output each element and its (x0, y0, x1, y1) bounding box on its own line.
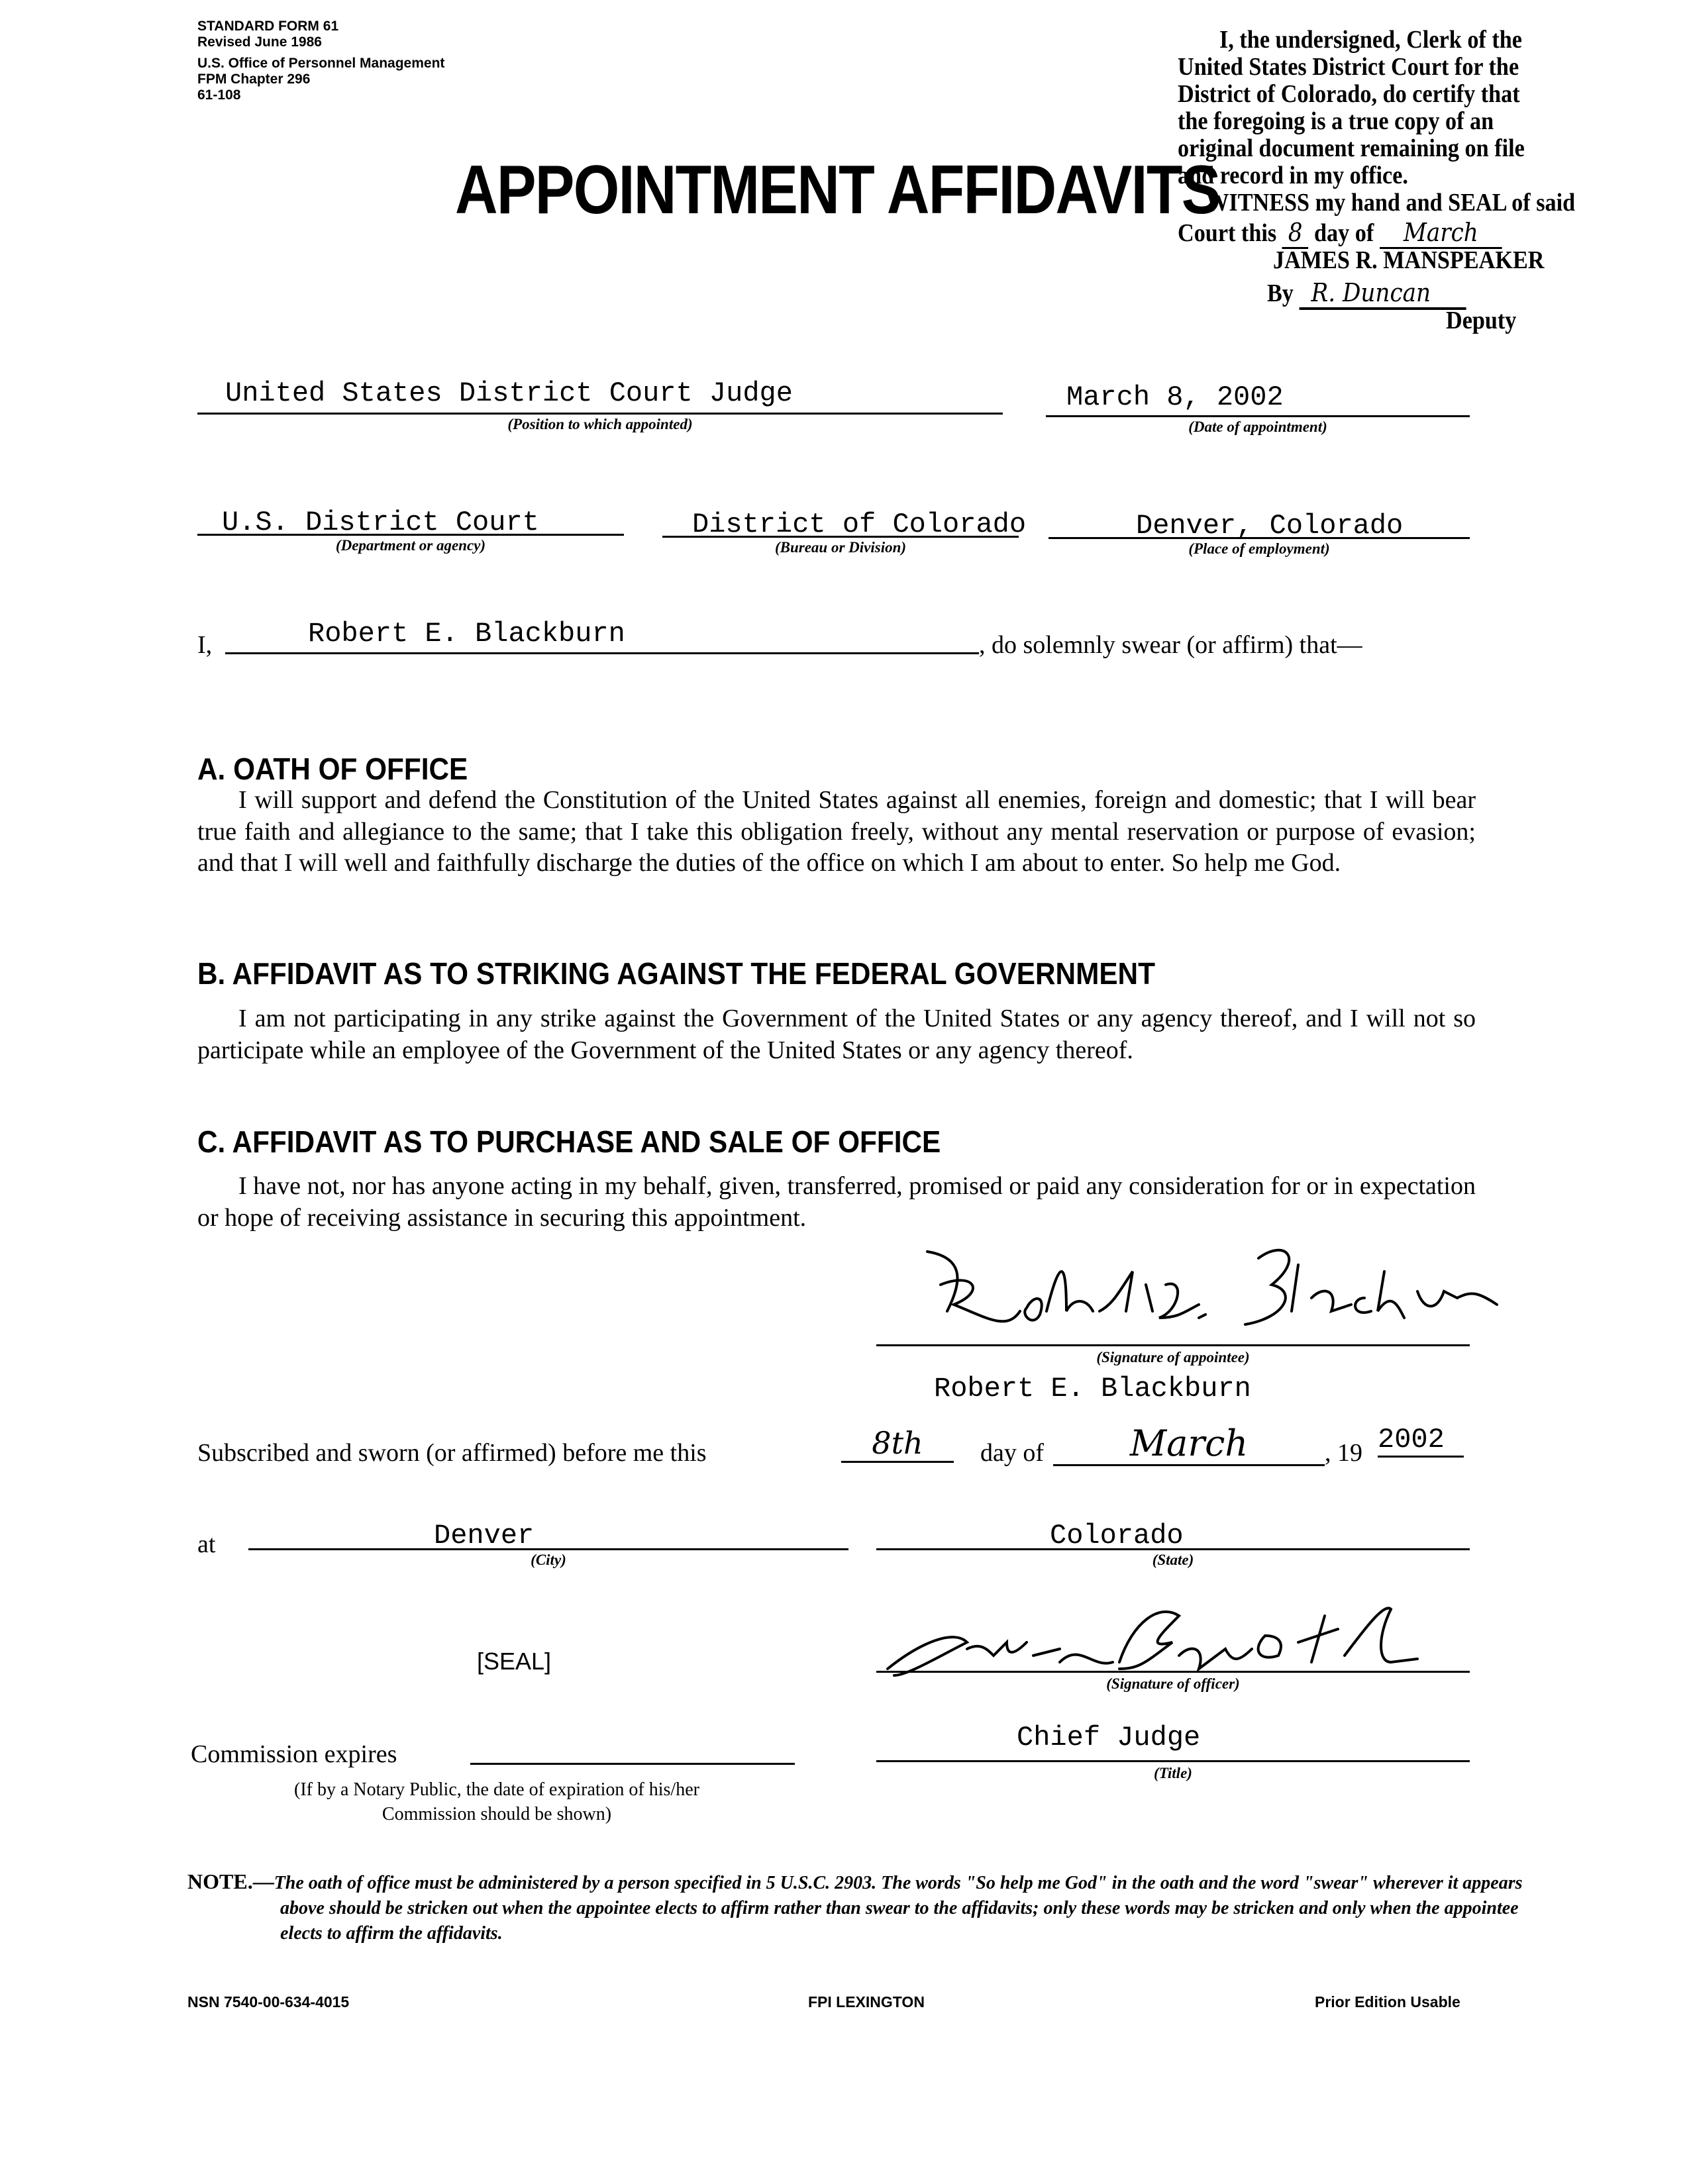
page-title: APPOINTMENT AFFIDAVITS (455, 152, 1220, 228)
city-value: Denver (434, 1520, 535, 1552)
footnote (187, 1869, 1565, 1946)
stamp-line: and record in my office. (1178, 162, 1408, 189)
place-line (1049, 537, 1470, 539)
certification-stamp (1178, 26, 1575, 334)
officer-title-label: (Title) (1154, 1765, 1192, 1781)
department-line (197, 534, 624, 536)
officer-signature-line (876, 1671, 1470, 1673)
position-line (197, 413, 1003, 415)
form-line: 61-108 (197, 87, 241, 103)
officer-title-line (876, 1760, 1470, 1762)
sworn-year-value: 2002 (1378, 1424, 1464, 1458)
position-label: (Position to which appointed) (507, 416, 693, 432)
stamp-court-this: Court this (1178, 219, 1277, 247)
oath-prefix: I, (197, 631, 213, 659)
sworn-year-prefix: , 19 (1325, 1439, 1362, 1467)
stamp-line: the foregoing is a true copy of an (1178, 107, 1494, 135)
stamp-by: By (1267, 279, 1294, 307)
form-line: STANDARD FORM 61 (197, 19, 339, 34)
section-b-text: I am not participating in any strike against the Government of the United States or any agency thereof, and I will not so participate while an employee of the Government of the United States or any agency thereof. (197, 1005, 1476, 1064)
section-c-heading: C. AFFIDAVIT AS TO PURCHASE AND SALE OF OFFICE (197, 1124, 941, 1159)
section-a-text: I will support and defend the Constitution of the United States against all enemies, foreign and domestic; that I will bear true faith and allegiance to the same; that I take this obligation freely, without any mental reservation or purpose of evasion; and that I will well and faithfully discharge the duties of the office on which I am about to enter. So help me God. (197, 786, 1476, 877)
sworn-month-value: March (1053, 1422, 1325, 1466)
stamp-day-of: day of (1314, 219, 1374, 247)
appointee-signature (888, 1245, 1504, 1351)
note-lead: NOTE.— (187, 1869, 274, 1893)
stamp-line: WITNESS my hand and SEAL of said (1206, 189, 1576, 217)
footer-nsn: NSN 7540-00-634-4015 (187, 1993, 350, 2010)
state-value: Colorado (1050, 1520, 1184, 1552)
stamp-line: District of Colorado, do certify that (1178, 80, 1520, 108)
section-b-heading: B. AFFIDAVIT AS TO STRIKING AGAINST THE FEDERAL GOVERNMENT (197, 956, 1155, 991)
sworn-day-of: day of (980, 1439, 1045, 1467)
at-label: at (197, 1530, 216, 1558)
oath-suffix: , do solemnly swear (or affirm) that— (979, 631, 1362, 659)
bureau-label: (Bureau or Division) (774, 539, 907, 556)
section-c-text: I have not, nor has anyone acting in my behalf, given, transferred, promised or paid any consideration for or in expectation or hope of receiving assistance in securing this appointment. (197, 1172, 1476, 1232)
clerk-name: JAMES R. MANSPEAKER (1273, 246, 1545, 274)
bureau-value: District of Colorado (692, 509, 1027, 540)
date-line (1046, 415, 1470, 417)
state-line (876, 1548, 1470, 1550)
appointee-name-value: Robert E. Blackburn (308, 618, 625, 650)
form-identifier (197, 19, 444, 103)
stamp-day-value: 8 (1282, 218, 1309, 249)
deputy-label: Deputy (1446, 307, 1517, 334)
form-line: Revised June 1986 (197, 34, 322, 50)
deputy-signature: R. Duncan (1299, 278, 1466, 310)
section-a-heading: A. OATH OF OFFICE (197, 752, 468, 786)
footer-edition: Prior Edition Usable (1315, 1993, 1460, 2010)
commission-note-line: Commission should be shown) (382, 1804, 612, 1824)
department-value: U.S. District Court (222, 507, 539, 538)
position-value: United States District Court Judge (225, 377, 793, 409)
stamp-line: I, the undersigned, Clerk of the (1219, 26, 1522, 54)
stamp-month-value: March (1380, 218, 1502, 249)
date-value: March 8, 2002 (1066, 381, 1284, 413)
form-line: FPM Chapter 296 (197, 72, 311, 87)
form-line: U.S. Office of Personnel Management (197, 56, 445, 71)
city-line (248, 1548, 848, 1550)
appointee-signature-line (876, 1344, 1470, 1346)
state-label: (State) (1152, 1552, 1194, 1568)
department-label: (Department or agency) (335, 537, 486, 554)
appointee-typed-name: Robert E. Blackburn (934, 1373, 1251, 1405)
place-label: (Place of employment) (1188, 540, 1330, 557)
stamp-line: original document remaining on file (1178, 134, 1525, 162)
place-value: Denver, Colorado (1136, 510, 1404, 542)
commission-note-line: (If by a Notary Public, the date of expiration of his/her (294, 1779, 699, 1800)
officer-signature-label: (Signature of officer) (1106, 1675, 1240, 1692)
officer-title-value: Chief Judge (1017, 1722, 1201, 1754)
bureau-line (662, 536, 1019, 538)
city-label: (City) (531, 1552, 566, 1568)
seal-placeholder: [SEAL] (477, 1648, 552, 1675)
date-label: (Date of appointment) (1188, 419, 1327, 435)
sworn-prefix: Subscribed and sworn (or affirmed) before me this (197, 1439, 707, 1467)
commission-note (205, 1777, 788, 1826)
appointee-name-line (225, 652, 979, 654)
footer-printer: FPI LEXINGTON (808, 1993, 925, 2010)
commission-expires-field (470, 1730, 795, 1765)
sworn-day-value: 8th (841, 1425, 954, 1463)
commission-label: Commission expires (191, 1740, 397, 1768)
stamp-line: United States District Court for the (1178, 53, 1519, 81)
appointee-signature-label: (Signature of appointee) (1096, 1349, 1250, 1365)
note-text: The oath of office must be administered by a person specified in 5 U.S.C. 2903. The words "So help me God" in the oath and the word "swear" wherever it appears above should be stricken out when the appointee elects to affirm rather than swear to the affidavits; only these words may be stricken and only when the appointee elects to affirm the affidavits. (274, 1873, 1523, 1944)
